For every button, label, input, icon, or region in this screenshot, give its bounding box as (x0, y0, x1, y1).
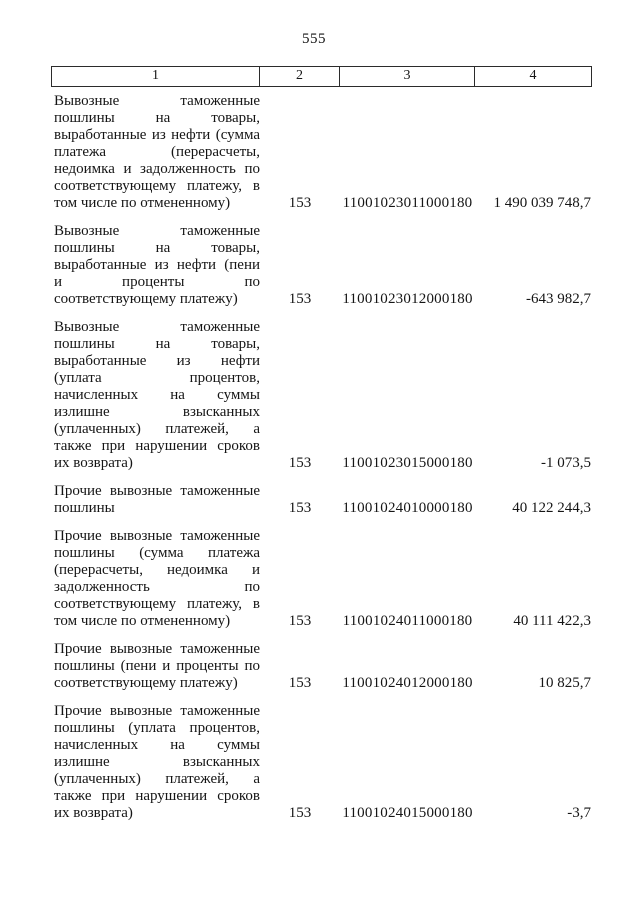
budget-classification-code-cell: 11001024012000180 (342, 675, 473, 691)
administrator-code-cell: 153 (288, 195, 312, 211)
description-line: Прочие вывозные таможенные (54, 703, 260, 719)
description-line: начисленных на суммы (54, 387, 260, 403)
description-line: соответствующему платежу) (54, 675, 238, 691)
column-header-2: 2 (260, 67, 340, 86)
description-line: Вывозные таможенные (54, 223, 260, 239)
payment-description-cell (51, 93, 260, 212)
description-line: излишне взысканных (54, 404, 260, 420)
amount-cell: -3,7 (567, 805, 591, 821)
amount-cell: 40 122 244,3 (512, 500, 591, 516)
description-line: пошлины на товары, (54, 110, 260, 126)
table-row (51, 703, 592, 822)
description-line: пошлины (сумма платежа (54, 545, 260, 561)
table-body (51, 93, 592, 822)
administrator-code-cell: 153 (288, 291, 312, 307)
administrator-code-cell: 153 (288, 613, 312, 629)
description-line: пошлины (54, 500, 115, 516)
column-header-1: 1 (52, 67, 260, 86)
customs-duties-table (51, 66, 592, 833)
description-line: Вывозные таможенные (54, 93, 260, 109)
budget-classification-code-cell: 11001023015000180 (342, 455, 473, 471)
description-line: задолженность по (54, 579, 260, 595)
description-line: недоимка и задолженность по (54, 161, 260, 177)
description-line: соответствующему платежу, в (54, 178, 260, 194)
column-header-4: 4 (529, 68, 537, 83)
table-row (51, 483, 592, 517)
table-row (51, 319, 592, 472)
description-line: излишне взысканных (54, 754, 260, 770)
description-line: соответствующему платежу, в (54, 596, 260, 612)
description-line: выработанные из нефти (54, 353, 260, 369)
description-line: также при нарушении сроков (54, 788, 260, 804)
payment-description-cell (51, 223, 260, 308)
budget-classification-code-cell: 11001023011000180 (342, 195, 473, 211)
description-line: Прочие вывозные таможенные (54, 641, 260, 657)
page-number: 555 (302, 31, 326, 47)
description-line: пошлины (уплата процентов, (54, 720, 260, 736)
description-line: платежа (перерасчеты, (54, 144, 260, 160)
column-header-3: 3 (340, 67, 475, 86)
table-row (51, 641, 592, 692)
table-row (51, 93, 592, 212)
description-line: том числе по отмененному) (54, 613, 231, 629)
description-line: их возврата) (54, 455, 133, 471)
description-line: их возврата) (54, 805, 133, 821)
budget-classification-code-cell: 11001024015000180 (342, 805, 473, 821)
table-row (51, 223, 592, 308)
budget-classification-code-cell: 11001024010000180 (342, 500, 473, 516)
description-line: пошлины на товары, (54, 240, 260, 256)
description-line: выработанные из нефти (сумма (54, 127, 260, 143)
amount-cell: 10 825,7 (538, 675, 591, 691)
description-line: также при нарушении сроков (54, 438, 260, 454)
description-line: пошлины (пени и проценты по (54, 658, 260, 674)
description-line: начисленных на суммы (54, 737, 260, 753)
administrator-code-cell: 153 (288, 675, 312, 691)
table-header-row (51, 66, 592, 87)
description-line: выработанные из нефти (пени (54, 257, 260, 273)
description-line: Вывозные таможенные (54, 319, 260, 335)
description-line: соответствующему платежу) (54, 291, 238, 307)
payment-description-cell (51, 641, 260, 692)
description-line: (уплаченных) платежей, а (54, 421, 260, 437)
table-row (51, 528, 592, 630)
administrator-code-cell: 153 (288, 455, 312, 471)
budget-classification-code-cell: 11001023012000180 (342, 291, 473, 307)
amount-cell: 40 111 422,3 (513, 613, 591, 629)
description-line: Прочие вывозные таможенные (54, 528, 260, 544)
description-line: Прочие вывозные таможенные (54, 483, 260, 499)
description-line: и проценты по (54, 274, 260, 290)
description-line: пошлины на товары, (54, 336, 260, 352)
amount-cell: -1 073,5 (541, 455, 591, 471)
description-line: (уплаченных) платежей, а (54, 771, 260, 787)
payment-description-cell (51, 528, 260, 630)
payment-description-cell (51, 319, 260, 472)
payment-description-cell (51, 483, 260, 517)
administrator-code-cell: 153 (288, 805, 312, 821)
description-line: том числе по отмененному) (54, 195, 231, 211)
description-line: (перерасчеты, недоимка и (54, 562, 260, 578)
description-line: (уплата процентов, (54, 370, 260, 386)
amount-cell: 1 490 039 748,7 (493, 195, 591, 211)
administrator-code-cell: 153 (288, 500, 312, 516)
amount-cell: -643 982,7 (526, 291, 591, 307)
payment-description-cell (51, 703, 260, 822)
budget-classification-code-cell: 11001024011000180 (342, 613, 473, 629)
